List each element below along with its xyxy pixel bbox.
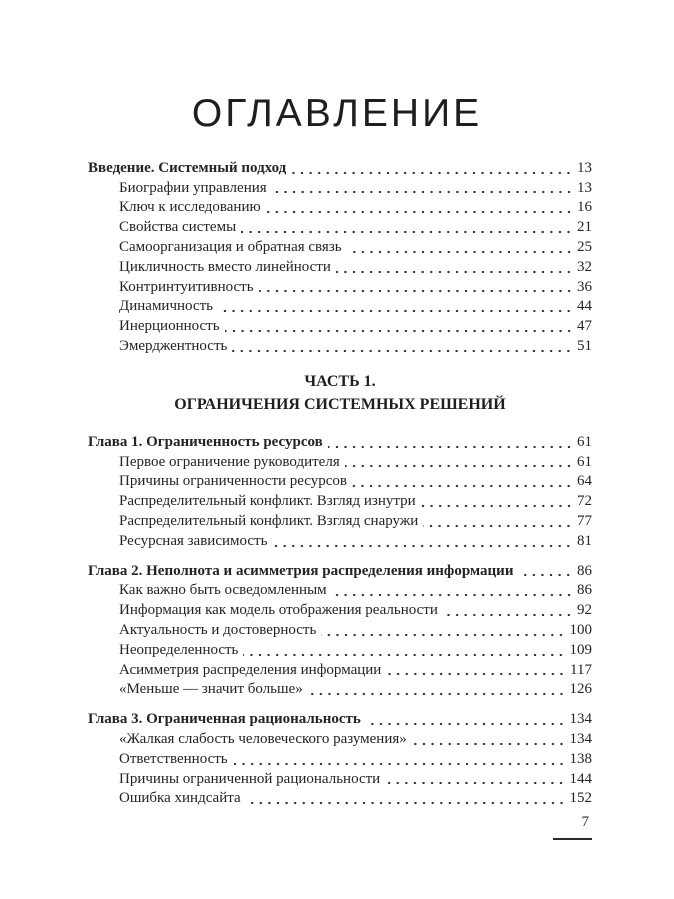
toc-entry-page: 86 bbox=[577, 562, 592, 579]
dot-leader bbox=[332, 581, 574, 601]
toc-entry-label: Распределительный конфликт. Взгляд изнутри bbox=[119, 493, 416, 510]
toc-group-chapter-1 bbox=[88, 433, 592, 552]
part-heading-number: ЧАСТЬ 1. bbox=[304, 372, 376, 390]
dot-leader bbox=[412, 730, 567, 750]
toc-entry bbox=[88, 433, 592, 453]
toc-entry bbox=[88, 770, 592, 790]
toc-entry bbox=[88, 641, 592, 661]
toc-entry bbox=[88, 710, 592, 730]
toc-entry bbox=[88, 750, 592, 770]
toc-entry-page: 152 bbox=[569, 790, 592, 807]
toc-entry-label: Самоорганизация и обратная связь bbox=[119, 239, 342, 256]
toc-entry-label: Ключ к исследованию bbox=[119, 199, 261, 216]
dot-leader bbox=[225, 317, 574, 337]
toc-entry bbox=[88, 512, 592, 532]
toc-entry bbox=[88, 472, 592, 492]
toc-section-introduction bbox=[88, 159, 592, 357]
toc-entry-page: 21 bbox=[577, 219, 592, 236]
toc-entry-page: 117 bbox=[570, 661, 592, 678]
toc-entry bbox=[88, 238, 592, 258]
toc-entry-page: 44 bbox=[577, 298, 592, 315]
toc-entry-label: Глава 1. Ограниченность ресурсов bbox=[88, 433, 323, 450]
toc-entry-page: 47 bbox=[577, 318, 592, 335]
toc-entry-page: 61 bbox=[577, 453, 592, 470]
dot-leader bbox=[328, 433, 574, 453]
toc-entry bbox=[88, 621, 592, 641]
part-heading bbox=[88, 370, 592, 416]
toc-entry-label: Как важно быть осведомленным bbox=[119, 582, 327, 599]
toc-entry bbox=[88, 601, 592, 621]
toc-entry-page: 144 bbox=[569, 770, 592, 787]
toc-entry-label: Биографии управления bbox=[119, 179, 267, 196]
toc-entry-label: Информация как модель отображения реальности bbox=[119, 602, 438, 619]
dot-leader bbox=[385, 770, 566, 790]
dot-leader bbox=[291, 159, 574, 179]
toc-entry-page: 36 bbox=[577, 278, 592, 295]
toc-entry-label: Динамичность bbox=[119, 298, 213, 315]
toc-entry bbox=[88, 562, 592, 582]
toc-entry-page: 134 bbox=[569, 711, 592, 728]
toc-entry-label: Глава 3. Ограниченная рациональность bbox=[88, 711, 361, 728]
toc-entry-label: Введение. Системный подход bbox=[88, 159, 287, 176]
toc-entry bbox=[88, 581, 592, 601]
toc-entry bbox=[88, 789, 592, 809]
dot-leader bbox=[443, 601, 574, 621]
toc-group-chapter-3 bbox=[88, 710, 592, 809]
dot-leader bbox=[308, 680, 567, 700]
toc-entry-label: Неопределенность bbox=[119, 641, 239, 658]
toc-entry bbox=[88, 198, 592, 218]
toc-entry-page: 109 bbox=[569, 641, 592, 658]
dot-leader bbox=[366, 710, 567, 730]
toc-entry bbox=[88, 532, 592, 552]
toc-entry bbox=[88, 337, 592, 357]
toc-entry-page: 92 bbox=[577, 602, 592, 619]
table-of-contents bbox=[88, 159, 592, 809]
dot-leader bbox=[243, 641, 566, 661]
toc-group-introduction bbox=[88, 159, 592, 357]
toc-entry-page: 13 bbox=[577, 179, 592, 196]
dot-leader bbox=[321, 621, 566, 641]
toc-entry bbox=[88, 317, 592, 337]
toc-entry-label: Глава 2. Неполнота и асимметрия распределения информации bbox=[88, 562, 514, 579]
toc-entry-label: Асимметрия распределения информации bbox=[119, 661, 382, 678]
toc-entry-page: 51 bbox=[577, 338, 592, 355]
toc-entry-label: Причины ограниченной рациональности bbox=[119, 770, 381, 787]
toc-entry-page: 16 bbox=[577, 199, 592, 216]
dot-leader bbox=[423, 512, 574, 532]
toc-entry-page: 13 bbox=[577, 159, 592, 176]
toc-entry bbox=[88, 453, 592, 473]
toc-entry-page: 32 bbox=[577, 258, 592, 275]
toc-entry-page: 134 bbox=[569, 730, 592, 747]
toc-section-chapters bbox=[88, 433, 592, 809]
page-footer bbox=[553, 814, 592, 840]
dot-leader bbox=[352, 472, 574, 492]
toc-entry-page: 77 bbox=[577, 513, 592, 529]
toc-entry-label: Распределительный конфликт. Взгляд снаружи bbox=[119, 513, 419, 529]
toc-entry-label: Цикличность вместо линейности bbox=[119, 258, 331, 275]
toc-entry-label: «Жалкая слабость человеческого разумения» bbox=[119, 730, 407, 747]
part-heading-title: ОГРАНИЧЕНИЯ СИСТЕМНЫХ РЕШЕНИЙ bbox=[174, 395, 506, 413]
dot-leader bbox=[347, 238, 574, 258]
toc-entry bbox=[88, 730, 592, 750]
dot-leader bbox=[246, 789, 567, 809]
dot-leader bbox=[272, 532, 574, 552]
dot-leader bbox=[266, 198, 574, 218]
page-title: ОГЛАВЛЕНИЕ bbox=[191, 92, 483, 135]
toc-entry-label: Ресурсная зависимость bbox=[119, 532, 268, 549]
dot-leader bbox=[272, 179, 574, 199]
toc-entry-label: Ошибка хиндсайта bbox=[119, 790, 241, 807]
toc-entry bbox=[88, 661, 592, 681]
toc-entry bbox=[88, 492, 592, 512]
toc-entry-page: 72 bbox=[577, 493, 592, 510]
toc-entry-page: 64 bbox=[577, 473, 592, 490]
dot-leader bbox=[233, 750, 567, 770]
dot-leader bbox=[232, 337, 574, 357]
toc-entry-label: Ответственность bbox=[119, 750, 228, 767]
toc-entry bbox=[88, 278, 592, 298]
toc-entry-label: Первое ограничение руководителя bbox=[119, 453, 340, 470]
folio-rule bbox=[553, 838, 592, 840]
dot-leader bbox=[386, 661, 567, 681]
dot-leader bbox=[421, 492, 574, 512]
toc-entry bbox=[88, 159, 592, 179]
toc-entry-label: Контринтуитивность bbox=[119, 278, 254, 295]
toc-entry-page: 138 bbox=[569, 750, 592, 767]
toc-entry-label: Причины ограниченности ресурсов bbox=[119, 473, 348, 490]
toc-entry bbox=[88, 680, 592, 700]
dot-leader bbox=[259, 278, 574, 298]
toc-entry-page: 81 bbox=[577, 532, 592, 549]
toc-entry-page: 100 bbox=[569, 621, 592, 638]
toc-entry bbox=[88, 218, 592, 238]
toc-entry-page: 61 bbox=[577, 433, 592, 450]
toc-entry-label: Эмерджентность bbox=[119, 338, 228, 355]
toc-group-chapter-2 bbox=[88, 562, 592, 701]
dot-leader bbox=[345, 453, 574, 473]
toc-entry-label: Актуальность и достоверность bbox=[119, 621, 317, 638]
toc-entry bbox=[88, 297, 592, 317]
toc-entry bbox=[88, 258, 592, 278]
toc-entry-page: 25 bbox=[577, 239, 592, 256]
dot-leader bbox=[241, 218, 574, 238]
dot-leader bbox=[518, 562, 574, 582]
dot-leader bbox=[218, 297, 574, 317]
toc-entry bbox=[88, 179, 592, 199]
toc-entry-label: «Меньше — значит больше» bbox=[119, 681, 303, 698]
toc-entry-label: Инерционность bbox=[119, 318, 220, 335]
toc-entry-page: 126 bbox=[569, 681, 592, 698]
page-number-folio: 7 bbox=[581, 814, 589, 830]
dot-leader bbox=[336, 258, 574, 278]
toc-entry-page: 86 bbox=[577, 582, 592, 599]
toc-entry-label: Свойства системы bbox=[119, 219, 237, 236]
